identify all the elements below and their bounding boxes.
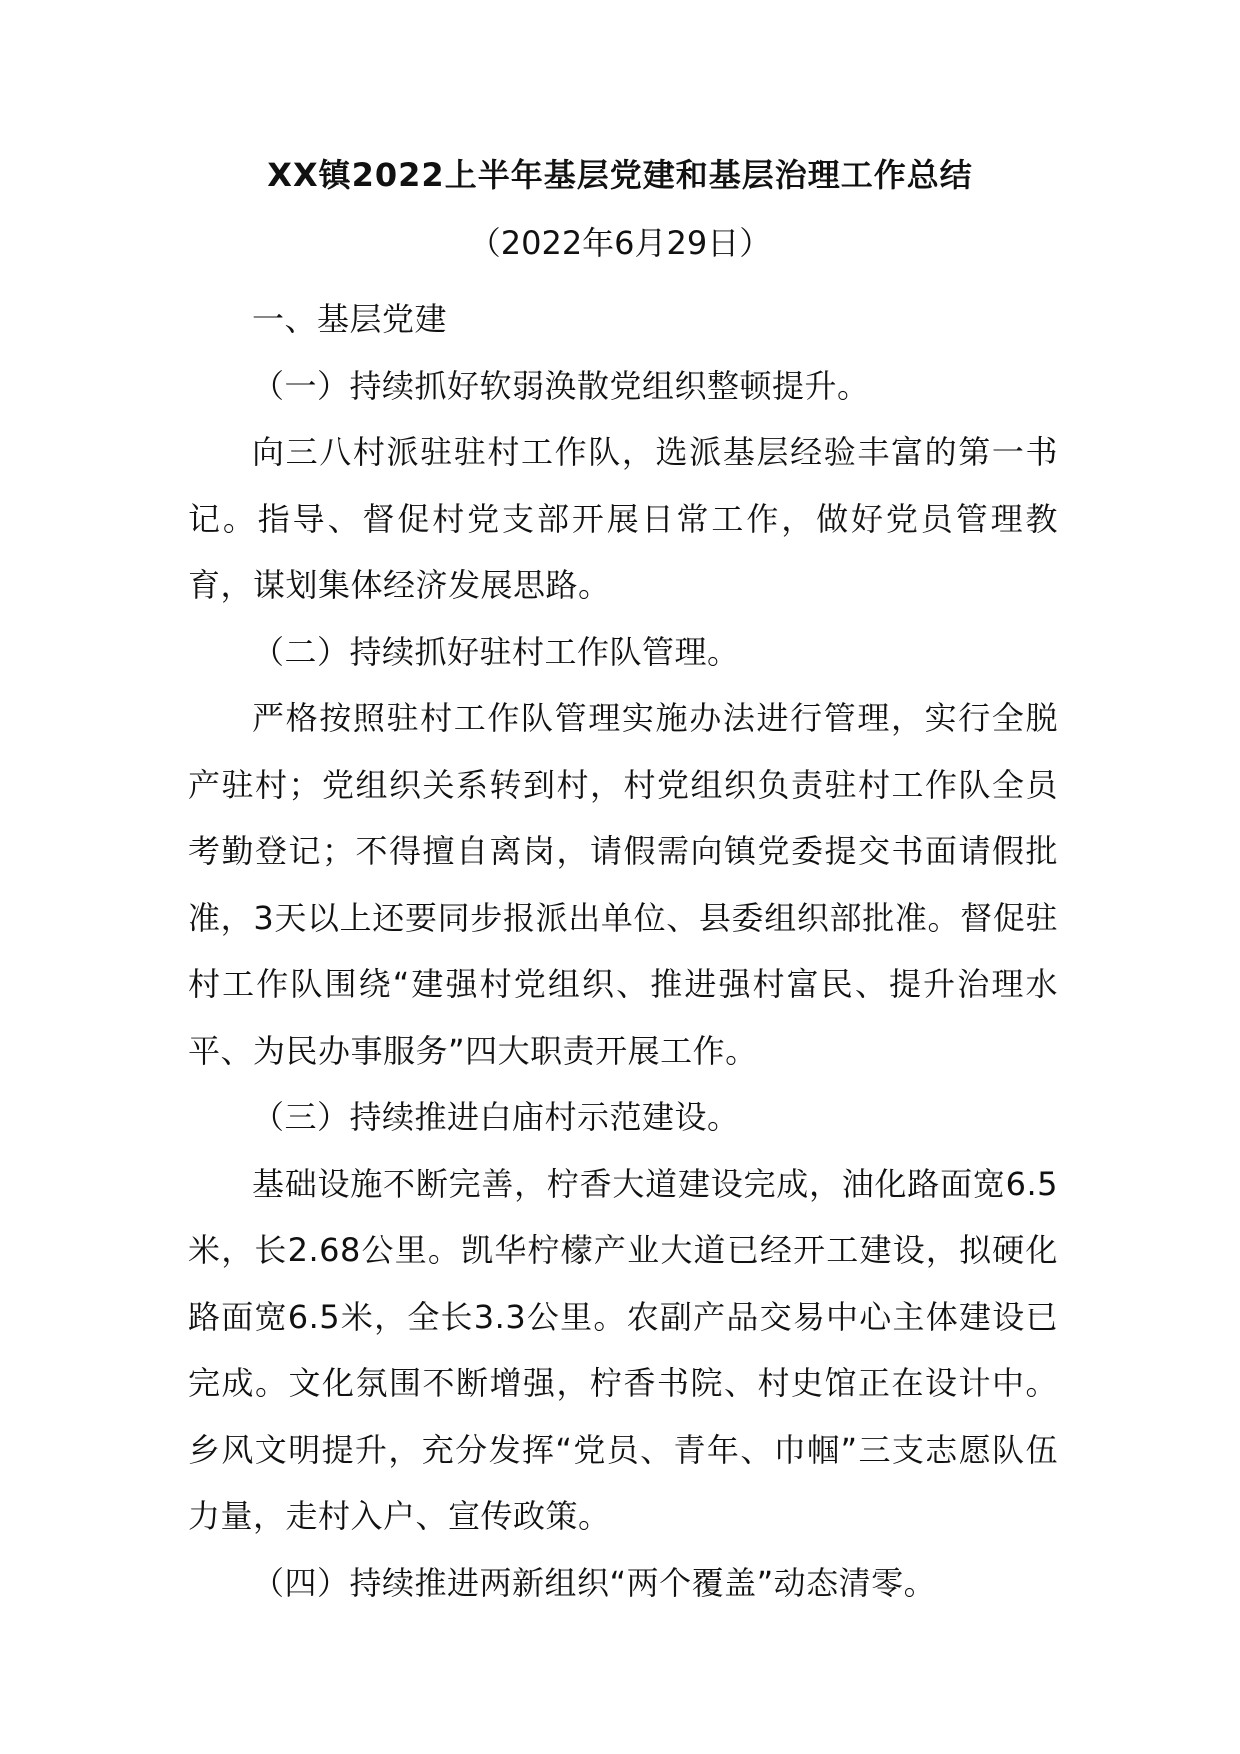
document-body — [188, 286, 1058, 1616]
subsection-paragraph-1: 向三八村派驻驻村工作队，选派基层经验丰富的第一书记。指导、督促村党支部开展日常工作，做好党员管理教育，谋划集体经济发展思路。 — [188, 433, 1058, 604]
subsection-paragraph-3: 基础设施不断完善，柠香大道建设完成，油化路面宽6.5米，长2.68公里。凯华柠檬产业大道已经开工建设，拟硬化路面宽6.5米，全长3.3公里。农副产品交易中心主体建设已完成。文化氛围不断增强，柠香书院、村史馆正在设计中。乡风文明提升，充分发挥“党员、青年、巾帼”三支志愿队伍力量，走村入户、宣传政策。 — [188, 1164, 1058, 1535]
subsection-heading-3: （三）持续推进白庙村示范建设。 — [252, 1098, 740, 1136]
document-title: XX镇2022上半年基层党建和基层治理工作总结 — [267, 156, 973, 194]
subsection-paragraph-2: 严格按照驻村工作队管理实施办法进行管理，实行全脱产驻村；党组织关系转到村，村党组织负责驻村工作队全员考勤登记；不得擅自离岗，请假需向镇党委提交书面请假批准，3天以上还要同步报派出单位、县委组织部批准。督促驻村工作队围绕“建强村党组织、推进强村富民、提升治理水平、为民办事服务”四大职责开展工作。 — [188, 699, 1058, 1070]
subsection-heading-1: （一）持续抓好软弱涣散党组织整顿提升。 — [252, 366, 870, 405]
subsection-heading-2: （二）持续抓好驻村工作队管理。 — [252, 632, 740, 671]
document-date: （2022年6月29日） — [468, 224, 772, 262]
subsection-heading-4: （四）持续推进两新组织“两个覆盖”动态清零。 — [252, 1563, 937, 1602]
section-heading-party-building: 一、基层党建 — [252, 300, 448, 338]
